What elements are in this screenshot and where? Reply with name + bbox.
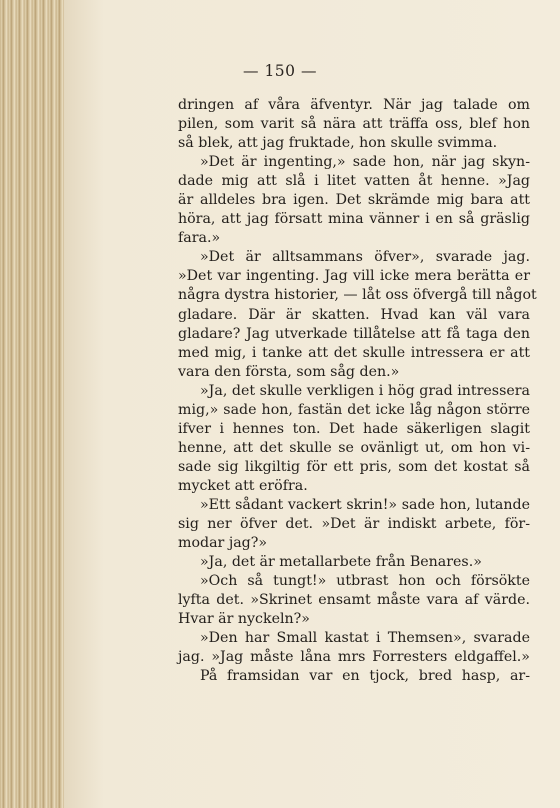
- text-line: lyfta det. »Skrinet ensamt måste vara af värde.: [178, 592, 530, 609]
- page-fore-edge: [0, 0, 64, 808]
- text-line: är alldeles bra igen. Det skrämde mig bara att: [178, 192, 530, 209]
- text-line: dade mig att slå i litet vatten åt henne. »Jag: [178, 173, 530, 190]
- text-line: fara.»: [178, 230, 221, 247]
- text-line: »Ja, det är metallarbete från Benares.»: [200, 554, 482, 571]
- page-number: — 150 —: [243, 62, 317, 80]
- body-text: [178, 96, 537, 686]
- text-line: »Det är ingenting,» sade hon, när jag skyn-: [200, 154, 530, 171]
- text-line: jag. »Jag måste låna mrs Forresters eldgaffel.»: [178, 649, 530, 666]
- text-line: gladare. Där är skatten. Hvad kan väl vara: [178, 306, 530, 323]
- text-line: modar jag?»: [178, 535, 268, 552]
- text-line: mycket att eröfra.: [178, 477, 308, 494]
- text-line: några dystra historier, — låt oss öfvergå till något: [178, 287, 537, 304]
- text-line: vara den första, som såg den.»: [178, 363, 400, 380]
- text-line: med mig, i tanke att det skulle intressera er att: [178, 344, 530, 361]
- text-line: henne, att det skulle se ovänligt ut, om hon vi-: [178, 439, 530, 456]
- text-line: »Det var ingenting. Jag vill icke mera berätta er: [178, 268, 530, 285]
- text-line: »Ja, det skulle verkligen i hög grad intressera: [200, 382, 530, 399]
- text-line: så blek, att jag fruktade, hon skulle svimma.: [178, 135, 498, 152]
- text-line: sade sig likgiltig för ett pris, som det kostat så: [178, 458, 530, 475]
- text-line: »Ett sådant vackert skrin!» sade hon, lutande: [200, 496, 530, 513]
- text-line: »Och så tungt!» utbrast hon och försökte: [200, 573, 530, 590]
- text-line: Hvar är nyckeln?»: [178, 611, 310, 628]
- text-line: »Det är alltsammans öfver», svarade jag.: [200, 249, 530, 266]
- text-line: På framsidan var en tjock, bred hasp, ar-: [200, 668, 530, 685]
- text-line: sig ner öfver det. »Det är indiskt arbete, för-: [178, 516, 530, 533]
- text-line: gladare? Jag utverkade tillåtelse att få taga den: [178, 325, 530, 342]
- text-line: höra, att jag försatt mina vänner i en så gräslig: [178, 211, 530, 228]
- text-line: pilen, som varit så nära att träffa oss, blef hon: [178, 116, 530, 133]
- text-line: »Den har Small kastat i Themsen», svarade: [200, 630, 530, 647]
- text-line: dringen af våra äfventyr. När jag talade om: [178, 97, 530, 113]
- text-line: ifver i hennes ton. Det hade säkerligen slagit: [178, 420, 530, 437]
- text-line: mig,» sade hon, fastän det icke låg någon större: [178, 401, 530, 418]
